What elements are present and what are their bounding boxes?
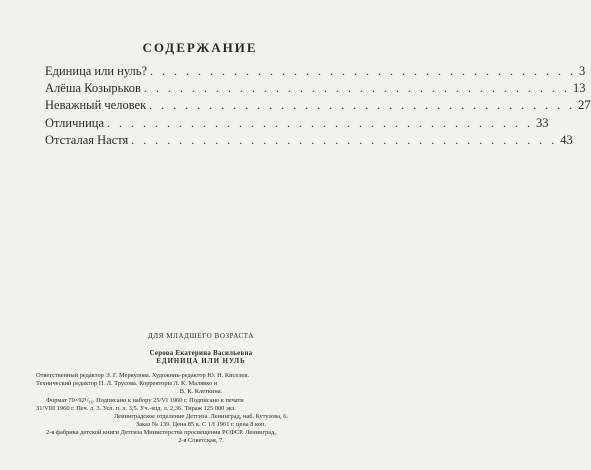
toc-leader-dots: . . . . . . . . . . . . . . . . . . . . . . . . . . . . . . . . . . . . <box>150 64 577 78</box>
series-label: ДЛЯ МЛАДШЕГО ВОЗРАСТА <box>148 332 254 340</box>
toc-entry-title: Единица или нуль? <box>45 64 148 78</box>
editors-line: Ответственный редактор Э. Г. Меркулова. Художник-редактор Ю. Н. Киселев. <box>36 372 249 380</box>
toc-entry <box>45 132 573 149</box>
toc-entry-title: Алёша Козырьков <box>45 81 141 96</box>
printer-line: 2-я фабрика детской книги Детгиза Министерства просвещения РСФСР. Ленинград, <box>46 428 276 436</box>
toc-entry-title: Неважный человек <box>45 98 147 113</box>
format-line: Формат 70×92¹/₁₆. Подписано к набору 25/VI 1960 г. Подписано к печати <box>46 396 244 404</box>
order-line: Заказ № 139. Цена 85 к. С 1/I 1961 г. цена 8 коп. <box>135 420 266 428</box>
format-line: 31/VIII 1960 г. Печ. л. 3. Усл. п. л. 3,5. Уч.-изд. л. 2,36. Тираж 125 000 экз. <box>36 404 236 412</box>
toc-entry-title: Отличница <box>45 115 105 130</box>
toc-title: СОДЕРЖАНИЕ <box>142 40 258 55</box>
toc-entry-page: 43 <box>560 132 573 147</box>
toc-leader-dots: . . . . . . . . . . . . . . . . . . . . . . . . . . . . . . . . . . . . <box>107 115 534 130</box>
format-line: Ленинградское отделение Детгиза. Ленинград, наб. Кутузова, 6. <box>114 412 288 420</box>
toc-entry-page: 13 <box>572 81 586 96</box>
toc-leader-dots: . . . . . . . . . . . . . . . . . . . . . . . . . . . . . . . . . . . . <box>149 98 576 113</box>
author-name: Серова Екатерина Васильевна <box>149 350 253 358</box>
editors-line: В. К. Клеткина. <box>179 388 223 396</box>
toc-leader-dots: . . . . . . . . . . . . . . . . . . . . . . . . . . . . . . . . . . . . <box>143 81 570 96</box>
table-of-contents <box>45 63 591 149</box>
toc-entry <box>45 97 591 114</box>
toc-leader-dots: . . . . . . . . . . . . . . . . . . . . . . . . . . . . . . . . . . . . <box>131 132 558 147</box>
printer-line: 2-я Советская, 7. <box>178 437 224 445</box>
book-title: ЕДИНИЦА ИЛИ НУЛЬ <box>156 358 246 366</box>
toc-entry <box>45 80 586 97</box>
toc-entry-page: 33 <box>536 115 549 130</box>
toc-entry-title: Отсталая Настя <box>45 132 129 147</box>
toc-entry-page: 27 <box>578 98 591 113</box>
editors-line: Технический редактор П. Л. Трусова. Корректоры Л. К. Малявко и <box>36 380 218 388</box>
toc-entry <box>45 115 549 132</box>
imprint-block <box>36 332 366 445</box>
toc-entry <box>45 63 586 80</box>
toc-entry-page: 3 <box>579 64 586 78</box>
